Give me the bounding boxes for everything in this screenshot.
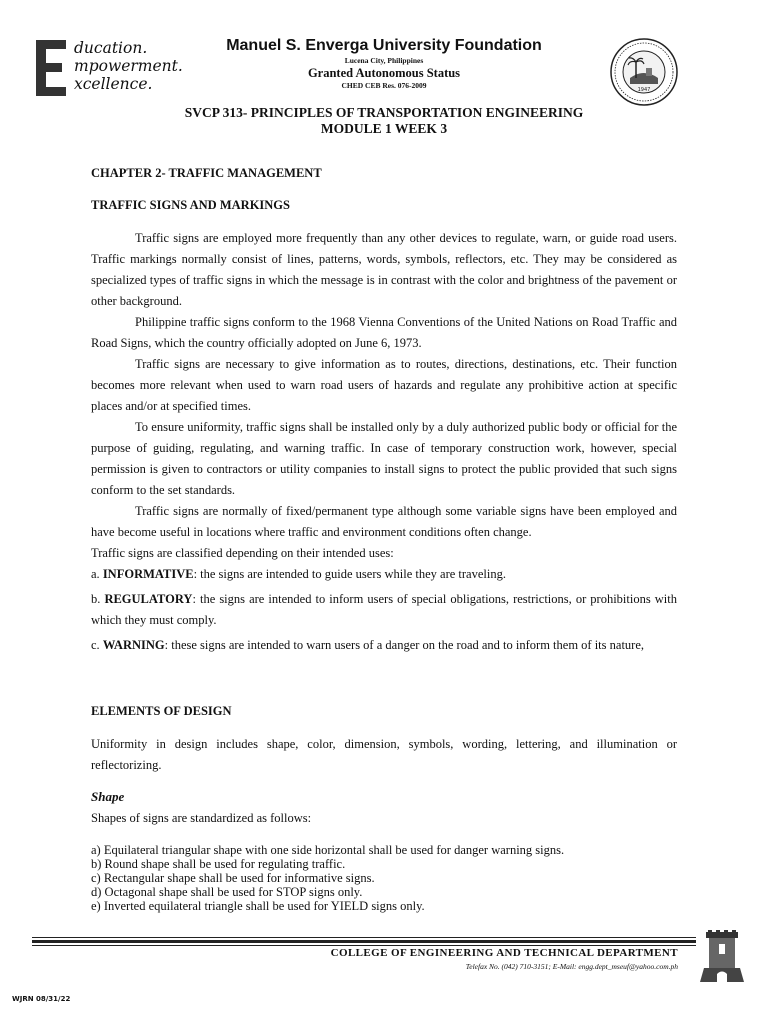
university-status: Granted Autonomous Status bbox=[307, 66, 461, 80]
course-title: SVCP 313- PRINCIPLES OF TRANSPORTATION ENGINEERING bbox=[184, 105, 584, 120]
list-item: d) Octagonal shape shall be used for STOP signs only. bbox=[91, 885, 363, 899]
section-body bbox=[91, 228, 677, 656]
paragraph: Traffic signs are employed more frequently than any other devices to regulate, warn, or guide road users. Traffic markings normally consist of lines, patterns, words, symbols, reflectors, etc. They may be considered as specialized types of traffic signs in which the message is in contrast with the color and brightness of the pavement or other background. bbox=[91, 231, 677, 308]
classification-informative: a. INFORMATIVE: the signs are intended to guide users while they are traveling. bbox=[91, 567, 506, 581]
list-item: a) Equilateral triangular shape with one side horizontal shall be used for danger warning signs. bbox=[91, 843, 565, 857]
subheading-shape: Shape bbox=[91, 789, 125, 804]
logo-line-2: mpowerment. bbox=[74, 57, 183, 75]
logo-line-1: ducation. bbox=[74, 39, 148, 57]
footer-divider bbox=[32, 945, 696, 946]
university-seal-icon bbox=[610, 38, 678, 106]
paragraph: Shapes of signs are standardized as follows: bbox=[91, 811, 312, 825]
chapter-heading: CHAPTER 2- TRAFFIC MANAGEMENT bbox=[91, 166, 322, 180]
department-name: COLLEGE OF ENGINEERING AND TECHNICAL DEPARTMENT bbox=[330, 947, 678, 959]
course-title-block bbox=[0, 105, 768, 137]
footer-divider bbox=[32, 940, 696, 943]
department-contact: Telefax No. (042) 710-3151; E-Mail: engg.dept_mseuf@yahoo.com.ph bbox=[465, 962, 678, 971]
paragraph: To ensure uniformity, traffic signs shall be installed only by a duly authorized public body or official for the purpose of guiding, regulating, and warning traffic. In case of temporary construction work, however, special permission is given to contractors or utility companies to install signs to protect the public provided that such signs conform to the set standards. bbox=[91, 420, 677, 497]
term-regulatory: REGULATORY bbox=[104, 592, 193, 606]
list-item: b) Round shape shall be used for regulating traffic. bbox=[91, 857, 346, 871]
list-item: e) Inverted equilateral triangle shall be used for YIELD signs only. bbox=[91, 899, 425, 913]
paragraph: Traffic signs are necessary to give information as to routes, directions, destinations, etc. Their function becomes more relevant when used to warn road users of hazards and regulate any prohibitive action at specific places and/or at specified times. bbox=[91, 357, 677, 413]
university-location: Lucena City, Philippines bbox=[344, 56, 424, 65]
university-name: Manuel S. Enverga University Foundation bbox=[226, 37, 542, 54]
footer-divider bbox=[32, 937, 696, 938]
logo-line-3: xcellence. bbox=[74, 75, 153, 93]
classification-regulatory: b. REGULATORY: the signs are intended to inform users of special obligations, restrictions, or prohibitions with which they must comply. bbox=[91, 592, 677, 627]
module-label: MODULE 1 WEEK 3 bbox=[320, 121, 448, 136]
ched-resolution: CHED CEB Res. 076-2009 bbox=[341, 81, 427, 90]
classification-warning: c. WARNING: these signs are intended to warn users of a danger on the road and to inform them of its nature, bbox=[91, 638, 645, 652]
document-code: WJRN 08/31/22 bbox=[12, 995, 71, 1003]
seal-year: 1947 bbox=[637, 87, 651, 93]
section-heading-traffic-signs: TRAFFIC SIGNS AND MARKINGS bbox=[91, 198, 290, 212]
shape-list bbox=[91, 843, 564, 913]
paragraph: Traffic signs are classified depending on their intended uses: bbox=[91, 546, 394, 560]
section-heading-elements: ELEMENTS OF DESIGN bbox=[91, 704, 232, 718]
paragraph: Uniformity in design includes shape, color, dimension, symbols, wording, lettering, and illumination or reflectorizing. bbox=[91, 737, 677, 772]
term-informative: INFORMATIVE bbox=[102, 567, 194, 581]
engineering-tower-logo-icon bbox=[700, 930, 744, 982]
list-item: c) Rectangular shape shall be used for informative signs. bbox=[91, 871, 375, 885]
paragraph: Philippine traffic signs conform to the 1968 Vienna Conventions of the United Nations on Road Traffic and Road Signs, which the country officially adopted on June 6, 1973. bbox=[91, 315, 677, 350]
paragraph: Traffic signs are normally of fixed/permanent type although some variable signs have been employed and have become useful in locations where traffic and environment conditions often change. bbox=[91, 504, 677, 539]
term-warning: WARNING bbox=[102, 638, 165, 652]
